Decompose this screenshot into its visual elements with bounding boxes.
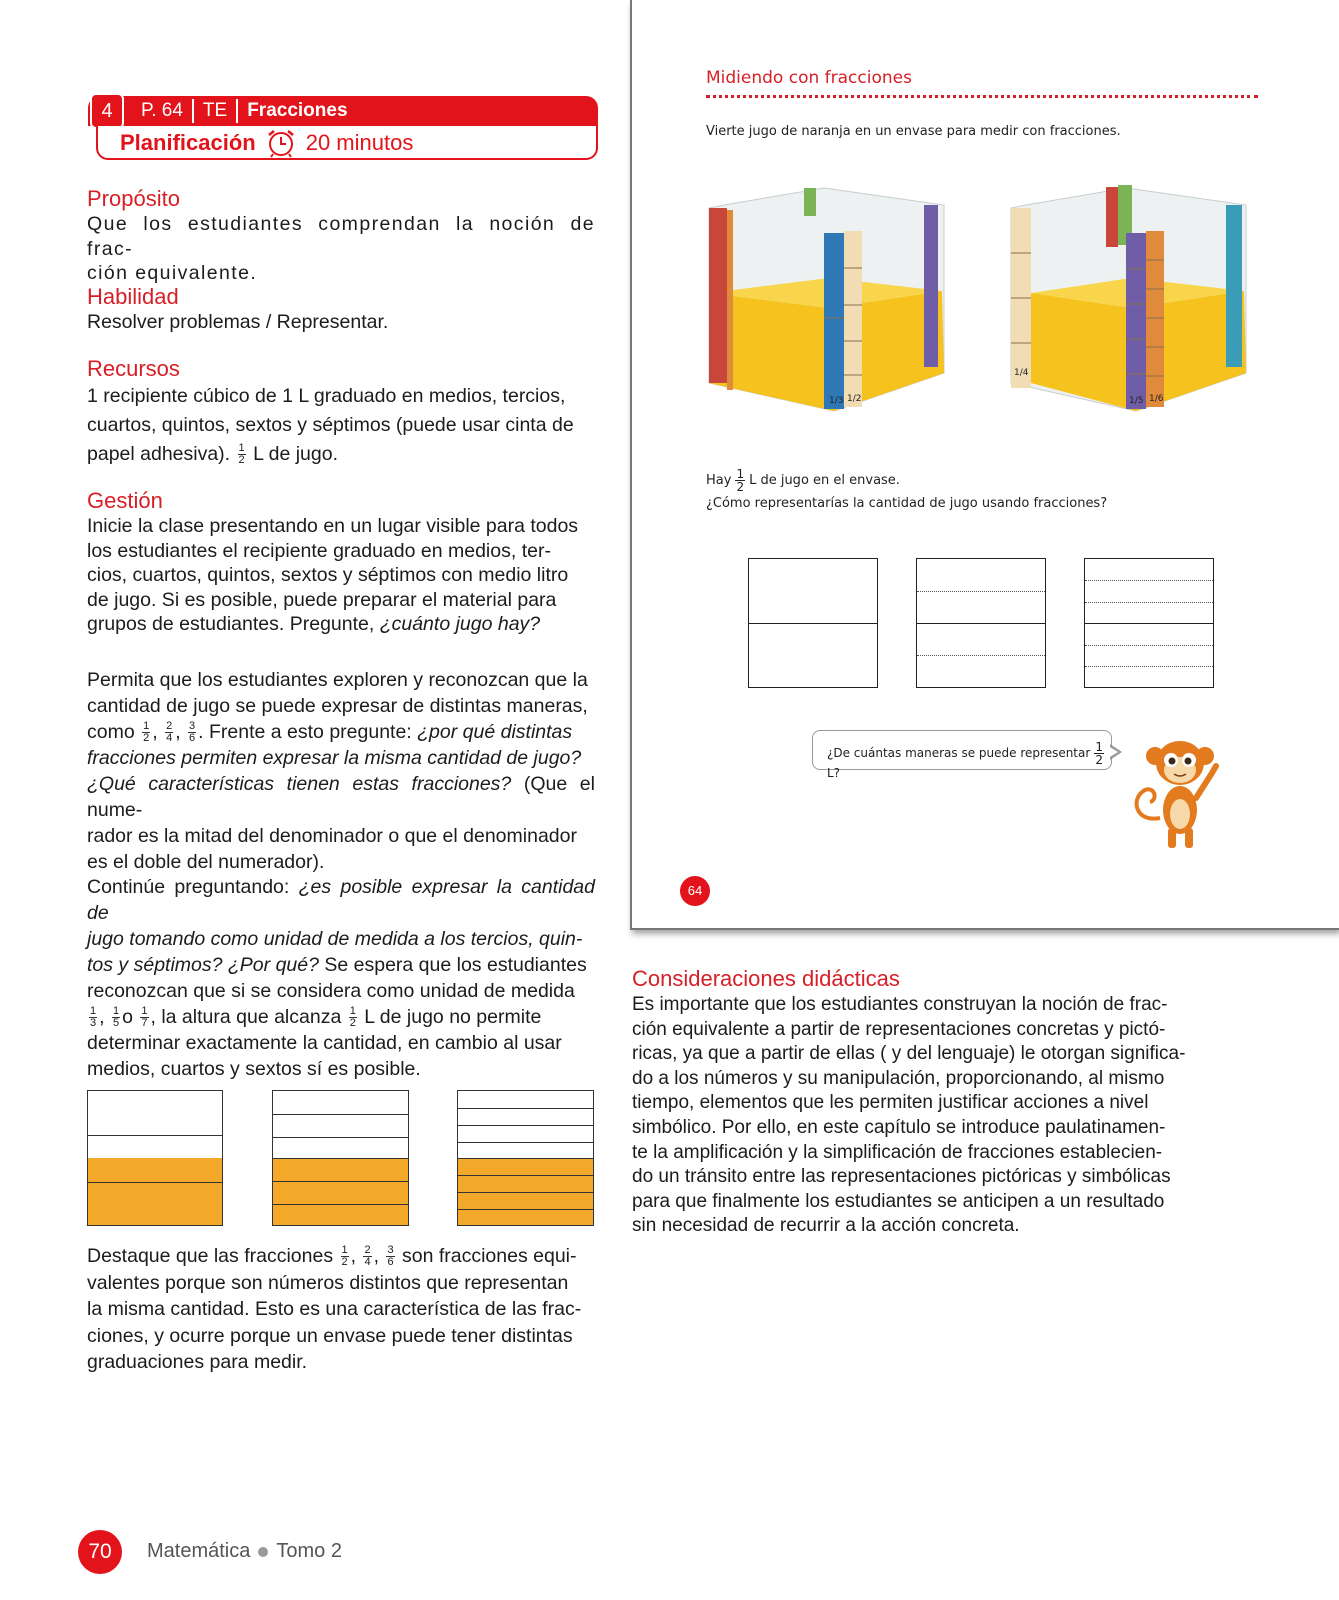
text-span: como [87, 721, 135, 743]
question-text: ¿Qué características tienen estas fracciones? [87, 773, 512, 795]
text-line [87, 771, 595, 823]
denominator: 2 [238, 454, 245, 467]
divider-line [458, 1142, 593, 1143]
text-span: L de jugo en el envase. [749, 473, 900, 488]
text-line: te la amplificación y la simplificación de fracciones establecien- [632, 1141, 1163, 1163]
text-line: sin necesidad de recurrir a la acción concreta. [632, 1215, 1020, 1237]
text-span: Se espera que los estudiantes [318, 954, 587, 976]
denominator: 4 [364, 1256, 371, 1269]
book-page-number: 64 [680, 876, 710, 906]
section-title-proposito: Propósito [87, 186, 180, 211]
answer-box-halves[interactable] [748, 558, 878, 688]
text-line: Permita que los estudiantes exploren y reconozcan que la [87, 669, 588, 691]
comma: , [373, 1245, 380, 1267]
text-line [87, 612, 595, 637]
dotted-line [1085, 580, 1213, 581]
cube-label: 1/4 [1014, 368, 1029, 378]
text-line: cantidad de jugo se puede expresar de distintas maneras, [87, 695, 588, 717]
fraction [165, 721, 173, 744]
divider-line [273, 1158, 408, 1159]
topic-title: Fracciones [247, 100, 348, 121]
volume-name: Tomo 2 [276, 1540, 342, 1562]
juice-fill [88, 1158, 222, 1225]
section-title-habilidad: Habilidad [87, 284, 179, 309]
text-span: L? [827, 766, 841, 780]
text-line: valentes porque son números distintos que representan [87, 1271, 569, 1294]
text-type: TE [202, 100, 228, 121]
divider-line [273, 1181, 408, 1182]
comma: , [350, 1245, 357, 1267]
text-span: Continúe preguntando: [87, 876, 299, 898]
activity-title: Midiendo con fracciones [706, 68, 912, 88]
cube-label: 1/3 [829, 396, 844, 406]
numerator: 1 [112, 1005, 120, 1018]
dotted-line [1085, 645, 1213, 646]
fraction [349, 1006, 357, 1029]
text-line [87, 1004, 595, 1030]
text-line [87, 440, 595, 469]
denominator: 4 [166, 732, 173, 745]
text-line [87, 874, 595, 926]
proposito-text [87, 212, 595, 286]
dotted-line [1085, 602, 1213, 603]
cube-label: 1/6 [1149, 394, 1164, 404]
text-line: Es importante que los estudiantes construyan la noción de frac- [632, 994, 1168, 1015]
page-number: 70 [78, 1530, 122, 1574]
alarm-clock-icon [264, 128, 298, 158]
text-span: , la altura que alcanza [150, 1006, 342, 1028]
numerator: 1 [238, 442, 245, 455]
divider-line [273, 1137, 408, 1138]
halves-diagram [87, 1090, 223, 1226]
fraction [142, 721, 150, 744]
recursos-text [87, 382, 595, 469]
numerator: 2 [364, 1244, 371, 1257]
dotted-line [917, 655, 1045, 656]
fraction [363, 1245, 371, 1268]
lesson-header [88, 93, 598, 165]
text-span: (Que el nume- [87, 773, 595, 821]
numerator: 1 [1095, 740, 1103, 754]
section-title-consideraciones: Consideraciones didácticas [632, 966, 900, 991]
numerator: 1 [90, 1005, 97, 1018]
comma: , [175, 721, 181, 743]
text-line: ciones, y ocurre porque un envase puede tener distintas [87, 1324, 573, 1347]
denominator: 3 [90, 1017, 97, 1030]
denominator: 2 [341, 1256, 348, 1269]
denominator: 2 [1095, 753, 1103, 767]
text-line [87, 952, 595, 978]
text-line [87, 719, 595, 745]
gestion-p2 [87, 667, 595, 875]
fourths-diagram [272, 1090, 409, 1226]
numerator: 3 [387, 1244, 394, 1257]
text-line: los estudiantes el recipiente graduado en medios, ter- [87, 539, 551, 562]
section-title-gestion: Gestión [87, 488, 163, 513]
text-line [87, 926, 595, 952]
text-line: rador es la mitad del denominador o que el denominador [87, 825, 577, 847]
juice-fill [273, 1158, 408, 1225]
numerator: 3 [189, 720, 196, 733]
denominator: 6 [387, 1256, 394, 1269]
dotted-line [1085, 666, 1213, 667]
text-span: o [122, 1006, 133, 1028]
text-line: simbólico. Por ello, en este capítulo se introduce paulatinamen- [632, 1116, 1166, 1138]
speech-bubble [812, 730, 1112, 780]
denominator: 7 [141, 1017, 148, 1030]
text-span: . Frente a esto pregunte: [198, 721, 418, 743]
question-text: ¿es posible expresar la cantidad de [87, 876, 595, 924]
gestion-p3 [87, 874, 595, 1082]
duration: 20 minutos [305, 130, 414, 155]
text-line: Que los estudiantes comprendan la noción de frac- [87, 213, 595, 260]
graduated-cube-photo [1006, 183, 1256, 423]
section-title-recursos: Recursos [87, 356, 180, 381]
text-line: cuartos, quintos, sextos y séptimos (puede usar cinta de [87, 414, 574, 436]
text-line: do un tránsito entre las representaciones pictóricas y simbólicas [632, 1166, 1171, 1188]
page-ref: P. 64 [141, 100, 183, 121]
text-line [87, 1243, 595, 1270]
subject-name: Matemática [147, 1540, 251, 1562]
dotted-line [917, 591, 1045, 592]
answer-box-sixths[interactable] [1084, 558, 1214, 688]
text-line: do a los números y su manipulación, proporcionando, al mismo [632, 1067, 1165, 1089]
fraction [89, 1006, 97, 1029]
text-span: L de jugo. [253, 443, 339, 465]
cube-label: 1/5 [1129, 396, 1144, 406]
fraction [386, 1245, 394, 1268]
text-line [87, 745, 595, 771]
habilidad-text: Resolver problemas / Representar. [87, 311, 389, 333]
text-span: son fracciones equi- [401, 1245, 577, 1267]
student-book-page [630, 0, 1339, 930]
bullet-dot [258, 1547, 268, 1557]
numerator: 1 [341, 1244, 348, 1257]
fraction [238, 443, 246, 466]
divider-line [917, 623, 1045, 624]
numerator: 2 [166, 720, 173, 733]
answer-box-fourths[interactable] [916, 558, 1046, 688]
numerator: 1 [349, 1005, 356, 1018]
text-line: reconozcan que si se considera como unidad de medida [87, 980, 575, 1002]
text-line: 1 recipiente cúbico de 1 L graduado en medios, tercios, [87, 385, 566, 407]
text-line: para que finalmente los estudiantes se anticipen a un resultado [632, 1190, 1165, 1212]
gestion-p4 [87, 1243, 595, 1376]
consideraciones-text [632, 993, 1212, 1239]
fraction [341, 1245, 349, 1268]
comma: , [99, 1006, 105, 1028]
divider-line [88, 1182, 222, 1183]
denominator: 2 [349, 1017, 356, 1030]
text-line: cios, cuartos, quintos, sextos y séptimos con medio litro [87, 564, 569, 587]
divider-line [1085, 623, 1213, 624]
denominator: 2 [143, 732, 150, 745]
question-text: ¿Cómo representarías la cantidad de jugo usando fracciones? [706, 496, 1108, 511]
dotted-divider [706, 95, 1258, 99]
text-span: grupos de estudiantes. Pregunte, [87, 613, 380, 636]
text-line: ción equivalente a partir de representaciones concretas y pictó- [632, 1018, 1166, 1040]
text-line: tiempo, elementos que les permiten justificar acciones a nivel [632, 1092, 1149, 1114]
text-span: ¿De cuántas maneras se puede representar [827, 746, 1091, 760]
chapter-number: 4 [90, 93, 124, 129]
question-text: ¿cuánto jugo hay? [379, 613, 541, 636]
sixths-diagram [457, 1090, 594, 1226]
fraction [112, 1006, 120, 1029]
divider-line [749, 623, 877, 624]
denominator: 6 [189, 732, 196, 745]
question-text: tos y séptimos? ¿Por qué? [87, 954, 319, 976]
divider-line [273, 1114, 408, 1115]
text-line: Inicie la clase presentando en un lugar visible para todos [87, 515, 579, 537]
text-line: de jugo. Si es posible, puede preparar el material para [87, 588, 557, 611]
question-text: fracciones permiten expresar la misma cantidad de jugo? [87, 747, 582, 769]
text-line: ricas, ya que a partir de ellas ( y del lenguaje) le otorgan significa- [632, 1043, 1186, 1065]
fraction [1094, 741, 1104, 766]
divider-line [458, 1108, 593, 1109]
activity-instruction: Vierte jugo de naranja en un envase para medir con fracciones. [706, 124, 1121, 139]
divider-line [458, 1209, 593, 1210]
gestion-p1 [87, 514, 595, 637]
numerator: 1 [141, 1005, 148, 1018]
divider-line [458, 1158, 593, 1159]
fraction [188, 721, 196, 744]
numerator: 1 [736, 467, 745, 481]
fraction [140, 1006, 148, 1029]
monkey-mascot-icon [1130, 728, 1230, 853]
footer-label [147, 1540, 342, 1563]
divider-line [458, 1125, 593, 1126]
speech-bubble-tail [1108, 746, 1118, 758]
header-meta [132, 99, 357, 123]
text-span: Hay [706, 473, 732, 488]
divider-line [273, 1204, 408, 1205]
text-span: Destaque que las fracciones [87, 1245, 334, 1267]
numerator: 1 [143, 720, 150, 733]
text-line: es el doble del numerador). [87, 851, 325, 873]
text-line: la misma cantidad. Esto es una característica de las frac- [87, 1298, 582, 1320]
text-line: medios, cuartos y sextos sí es posible. [87, 1058, 421, 1080]
question-text: jugo tomando como unidad de medida a los tercios, quin- [87, 928, 583, 950]
text-line: determinar exactamente la cantidad, en cambio al usar [87, 1032, 562, 1054]
divider-line [458, 1175, 593, 1176]
text-line: ción equivalente. [87, 262, 258, 285]
juice-statement [706, 468, 900, 493]
graduated-cube-photo [704, 183, 954, 423]
planning-bar [96, 126, 598, 160]
text-span: L de jugo no permite [364, 1006, 542, 1028]
planning-label: Planificación [120, 130, 256, 155]
divider-line [88, 1135, 222, 1136]
fraction [735, 468, 745, 493]
cube-label: 1/2 [847, 394, 862, 404]
question-text: ¿por qué distintas [417, 721, 573, 743]
text-span: papel adhesiva). [87, 443, 231, 465]
denominator: 5 [112, 1017, 120, 1030]
comma: , [152, 721, 158, 743]
text-line: graduaciones para medir. [87, 1351, 308, 1373]
divider-line [458, 1192, 593, 1193]
denominator: 2 [736, 480, 745, 494]
